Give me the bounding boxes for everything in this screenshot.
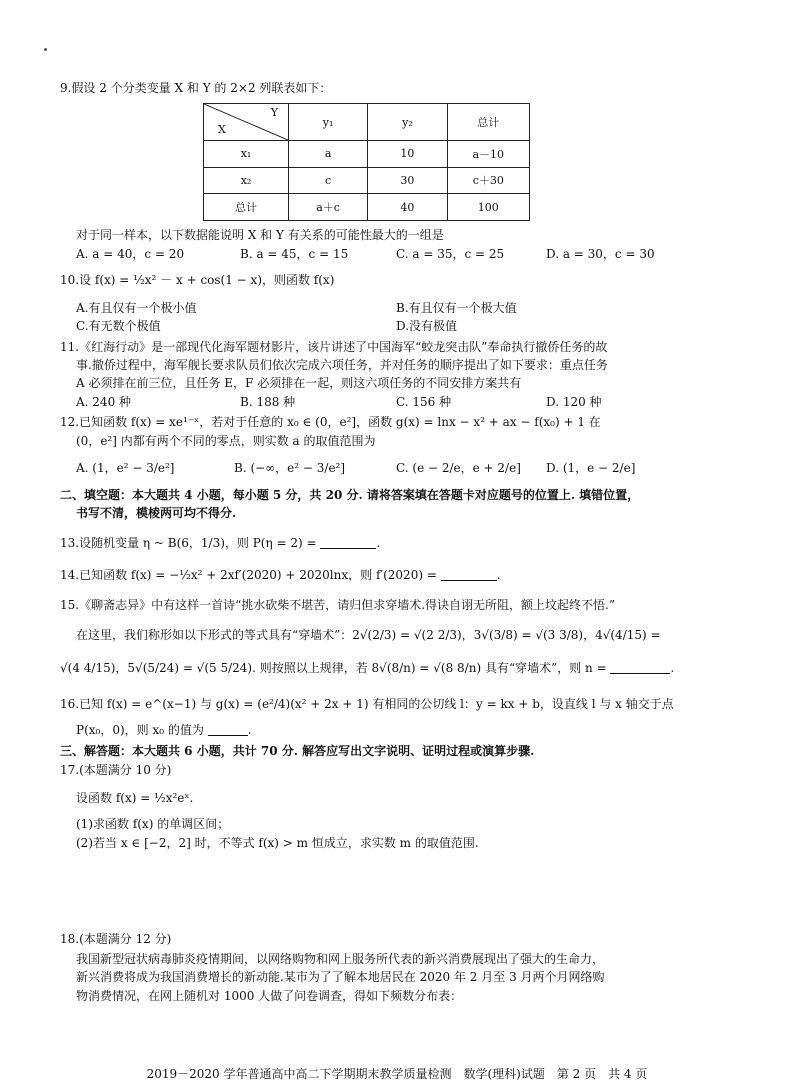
section2-heading-line1: 二、填空题：本大题共 4 小题，每小题 5 分，共 20 分. 请将答案填在答题卡对应题号的位置上. 填错位置，	[60, 488, 640, 502]
q12-option-a: A. (1，e² − 3/e²]	[76, 461, 175, 475]
table-diagonal-header	[204, 104, 289, 141]
answer-blank	[441, 568, 497, 581]
header-y: Y	[270, 106, 278, 119]
q16-line2: P(x₀，0)，则 x₀ 的值为	[76, 723, 204, 737]
row-label: x₂	[204, 167, 289, 194]
answer-blank	[320, 536, 376, 549]
table-cell: 40	[368, 194, 447, 221]
q9-question: 对于同一样本，以下数据能说明 X 和 Y 有关系的可能性最大的一组是	[76, 228, 444, 242]
row-label: x₁	[204, 141, 289, 168]
col-header: y₂	[368, 104, 447, 141]
contingency-table	[203, 103, 530, 221]
q11-option-a: A. 240 种	[76, 395, 132, 409]
col-header: y₁	[289, 104, 368, 141]
q14-text: 14.已知函数 f(x) = −½x² + 2xf′(2020) + 2020lnx，则 f′(2020) =	[60, 568, 437, 582]
table-cell: c	[289, 167, 368, 194]
answer-blank	[208, 723, 248, 736]
row-label: 总计	[204, 194, 289, 221]
col-header: 总计	[447, 104, 529, 141]
q12-option-b: B. (−∞，e² − 3/e²]	[234, 461, 346, 475]
table-cell: c＋30	[447, 167, 529, 194]
q18-title: 18.(本题满分 12 分)	[60, 932, 172, 946]
q9-option-b: B. a = 45，c = 15	[240, 247, 349, 261]
q15-line2: 在这里，我们称形如以下形式的等式具有“穿墙术”：2√(2/3) = √(2 2/3)，3√(3/8) = √(3 3/8)，4√(4/15) =	[76, 628, 661, 642]
q9-option-a: A. a = 40，c = 20	[76, 247, 185, 261]
table-cell: 100	[447, 194, 529, 221]
q12-option-d: D. (1，e − 2/e]	[546, 461, 636, 475]
q11-line2: 事.撤侨过程中，海军舰长要求队员们依次完成六项任务，并对任务的顺序提出了如下要求：重点任务	[76, 358, 608, 372]
q15-line1: 15.《聊斋志异》中有这样一首诗“挑水砍柴不堪苦，请归但求穿墙术.得诀自诩无所阻，额上坟起终不悟.”	[60, 598, 615, 612]
page-footer: 2019－2020 学年普通高中高二下学期期末教学质量检测 数学(理科)试题 第 2 页 共 4 页	[146, 1067, 648, 1081]
q11-option-b: B. 188 种	[240, 395, 296, 409]
q10-option-a: A.有且仅有一个极小值	[76, 301, 197, 315]
q12-line1: 12.已知函数 f(x) = xe¹⁻ˣ，若对于任意的 x₀ ∈ (0，e²]，函数 g(x) = lnx − x² + ax − f(x₀) + 1 在	[60, 415, 601, 429]
q10-option-b: B.有且仅有一个极大值	[396, 301, 517, 315]
scan-dot	[44, 48, 47, 51]
header-x: X	[218, 123, 226, 136]
answer-blank	[610, 661, 670, 674]
table-cell: 10	[368, 141, 447, 168]
q9-option-c: C. a = 35，c = 25	[396, 247, 505, 261]
table-row	[204, 167, 530, 194]
q13-text: 13.设随机变量 η ~ B(6，1/3)，则 P(η = 2) =	[60, 536, 317, 550]
table-row	[204, 194, 530, 221]
q11-option-d: D. 120 种	[546, 395, 602, 409]
q11-line1: 11.《红海行动》是一部现代化海军题材影片，该片讲述了中国海军“蛟龙突击队”奉命执行撤侨任务的故	[60, 340, 608, 354]
q15-line3: √(4 4/15)，5√(5/24) = √(5 5/24). 则按照以上规律，若 8√(8/n) = √(8 8/n) 具有“穿墙术”，则 n =	[60, 661, 607, 675]
table-cell: a＋c	[289, 194, 368, 221]
table-cell: a	[289, 141, 368, 168]
section2-heading-line2: 书写不清，模棱两可均不得分.	[76, 506, 237, 520]
q12-option-c: C. (e − 2/e，e + 2/e]	[396, 461, 521, 475]
q10-option-d: D.没有极值	[396, 319, 458, 333]
q9-stem: 9.假设 2 个分类变量 X 和 Y 的 2×2 列联表如下：	[60, 81, 332, 95]
q12-line2: (0，e²] 内都有两个不同的零点，则实数 a 的取值范围为	[76, 434, 376, 448]
q18-line3: 物消费情况，在网上随机对 1000 人做了问卷调查，得如下频数分布表：	[76, 989, 463, 1003]
q16-line1: 16.已知 f(x) = e^(x−1) 与 g(x) = (e²/4)(x² + 2x + 1) 有相同的公切线 l：y = kx + b，设直线 l 与 x 轴交于点	[60, 697, 674, 711]
q11-line3: A 必须排在前三位，且任务 E，F 必须排在一起，则这六项任务的不同安排方案共有	[76, 376, 522, 390]
q11-option-c: C. 156 种	[396, 395, 452, 409]
q18-line1: 我国新型冠状病毒肺炎疫情期间，以网络购物和网上服务所代表的新兴消费展现出了强大的生命力，	[76, 952, 605, 966]
q17-line1: 设函数 f(x) = ½x²eˣ.	[76, 791, 194, 805]
q17-title: 17.(本题满分 10 分)	[60, 763, 172, 777]
q17-part2: (2)若当 x ∈ [−2，2] 时，不等式 f(x) > m 恒成立，求实数 m 的取值范围.	[76, 836, 479, 850]
section3-heading: 三、解答题：本大题共 6 小题，共计 70 分. 解答应写出文字说明、证明过程或演算步骤.	[60, 744, 535, 758]
table-row	[204, 141, 530, 168]
q17-part1: (1)求函数 f(x) 的单调区间；	[76, 817, 230, 831]
q9-option-d: D. a = 30，c = 30	[546, 247, 655, 261]
table-cell: a－10	[447, 141, 529, 168]
q10-stem: 10.设 f(x) = ½x² － x + cos(1 − x)，则函数 f(x)	[60, 273, 335, 287]
q10-option-c: C.有无数个极值	[76, 319, 161, 333]
table-cell: 30	[368, 167, 447, 194]
q18-line2: 新兴消费将成为我国消费增长的新动能.某市为了了解本地居民在 2020 年 2 月至 3 月两个月网络购	[76, 970, 605, 984]
